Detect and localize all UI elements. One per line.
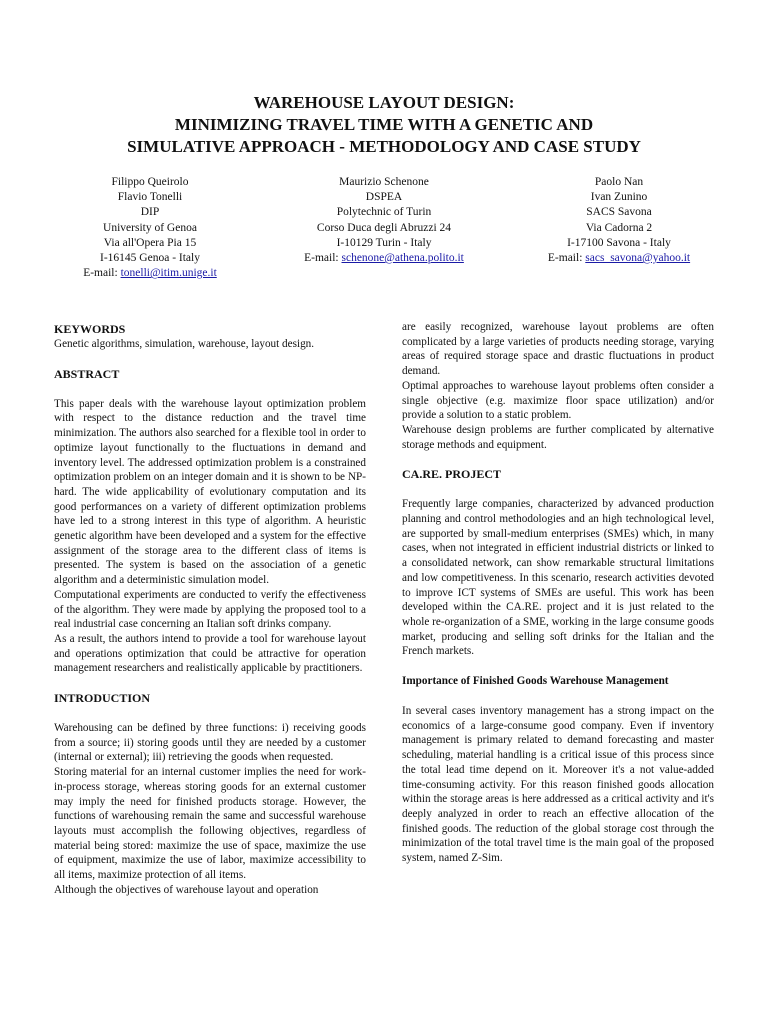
email-link[interactable]: tonelli@itim.unige.it (120, 267, 217, 280)
paper-title (0, 92, 768, 158)
author-email-line (259, 251, 509, 266)
author-email-line (494, 251, 744, 266)
author-line: University of Genoa (103, 221, 197, 234)
introduction-paragraph-3: Although the objectives of warehouse layout and operation (54, 883, 319, 896)
author-line: DIP (140, 206, 160, 219)
author-block-1 (25, 175, 275, 281)
abstract-paragraph-1: This paper deals with the warehouse layout optimization problem with respect to the distance reduction and the travel time minimization. The authors also searched for a flexible tool in order to optimize layout functionally to the fluctuations in demand and inventory level. The addressed optimization problem is a constrained optimization problem on an integer domain and it is shown to be NP-hard. The wide applicability of evolutionary computation and its good performances on a variety of different optimization problems have led to a strong interest in this type of algorithm. A heuristic genetic algorithm have been developed and a system for the effective assignment of the storage area to the different class of items is presented. The system is based on the association of a genetic algorithm and a deterministic simulation model. (54, 397, 366, 587)
email-label: E-mail: (83, 267, 121, 280)
author-line: Via all'Opera Pia 15 (103, 236, 197, 249)
author-line: Polytechnic of Turin (336, 206, 432, 219)
author-line: I-17100 Savona - Italy (567, 236, 671, 249)
abstract-heading: ABSTRACT (54, 366, 120, 381)
email-link[interactable]: sacs_savona@yahoo.it (585, 252, 691, 265)
author-block-3 (494, 175, 744, 266)
author-line: Via Cadorna 2 (585, 221, 653, 234)
left-column (54, 322, 366, 898)
author-line: DSPEA (365, 191, 403, 204)
care-project-paragraph: Frequently large companies, characterized by advanced production planning and control methodologies and an high technological level, are supported by small-medium enterprises (SMEs) which, in many cases, when not integrated in efficient industrial districts or linked to a consolidated network, can show remarkable structural limitations and low competitiveness. In this scenario, research activities devoted to improve ICT systems of SMEs are useful. This work has been developed within the CA.RE. project and it is just related to the whole re-organization of a SME, working in the large consume goods market, producing and selling soft drinks for the Italian and the French markets. (402, 498, 714, 658)
author-email-line (25, 266, 275, 281)
author-line: Maurizio Schenone (339, 176, 429, 188)
keywords-heading: KEYWORDS (54, 322, 126, 336)
title-line-2: MINIMIZING TRAVEL TIME WITH A GENETIC AND (174, 115, 594, 134)
importance-subheading: Importance of Finished Goods Warehouse Management (402, 675, 669, 688)
author-line: I-16145 Genoa - Italy (100, 252, 200, 265)
title-line-3: SIMULATIVE APPROACH - METHODOLOGY AND CASE STUDY (127, 137, 641, 156)
abstract-paragraph-3: As a result, the authors intend to provide a tool for warehouse layout and operations optimization that could be attractive for operation management researchers and realistically applicable by practitioners. (54, 632, 366, 675)
right-column (402, 320, 714, 866)
author-line: I-10129 Turin - Italy (336, 236, 432, 249)
introduction-heading: INTRODUCTION (54, 691, 151, 706)
author-line: Filippo Queirolo (111, 176, 189, 188)
author-block-2 (259, 175, 509, 266)
introduction-paragraph-1: Warehousing can be defined by three functions: i) receiving goods from a source; ii) storing goods until they are needed by a customer (internal or external); iii) retrieving the goods when requested. (54, 722, 366, 764)
author-line: Flavio Tonelli (117, 191, 183, 204)
abstract-paragraph-2: Computational experiments are conducted to verify the effectiveness of the algorithm. They were made by applying the proposed tool to a real industrial case concerning an Italian soft drinks company. (54, 588, 366, 631)
title-line-1: WAREHOUSE LAYOUT DESIGN: (253, 93, 515, 112)
email-label: E-mail: (547, 252, 586, 265)
email-label: E-mail: (304, 252, 342, 265)
importance-paragraph: In several cases inventory management has a strong impact on the economics of a large-consume good company. Even if inventory management is primary related to demand forecasting and master scheduling, material handling is a critical issue of this process since the total lead time depend on it. Moreover it's a not value-added time-consuming activity. For this reason finished goods allocation within the storage areas is here addressed as a critical activity and it's deeply analyzed in order to reach an effective allocation of the finished goods. The reduction of the global storage cost through the minimization of the total travel time is the main goal of the proposed system, named Z-Sim. (402, 705, 714, 865)
care-project-heading: CA.RE. PROJECT (402, 467, 502, 482)
author-line: Corso Duca degli Abruzzi 24 (316, 221, 452, 234)
keywords-text: Genetic algorithms, simulation, warehouse, layout design. (54, 338, 315, 350)
intro-continued-paragraph-2: Optimal approaches to warehouse layout problems often consider a single objective (e.g. maximize floor space utilization) and/or provide a solution to a static problem. (402, 379, 714, 422)
author-line: SACS Savona (586, 206, 652, 219)
author-line: Ivan Zunino (590, 191, 648, 204)
email-link[interactable]: schenone@athena.polito.it (341, 252, 464, 265)
author-line: Paolo Nan (594, 176, 644, 188)
intro-continued-paragraph-1: are easily recognized, warehouse layout problems are often complicated by a large varieties of products needing storage, varying areas of required storage space and drastic fluctuations in product demand. (402, 321, 714, 378)
introduction-paragraph-2: Storing material for an internal customer implies the need for work-in-process storage, whereas storing goods for an external customer may imply the need for finished products storage. However, the functions of warehousing remain the same and successful warehouse layouts must accomplish the following objectives, regardless of material being stored: maximize the use of space, maximize the use of equipment, maximize the use of labor, maximize accessibility to all items, maximize protection of all items. (54, 766, 366, 882)
intro-continued-paragraph-3: Warehouse design problems are further complicated by alternative storage methods and equipment. (402, 423, 714, 451)
